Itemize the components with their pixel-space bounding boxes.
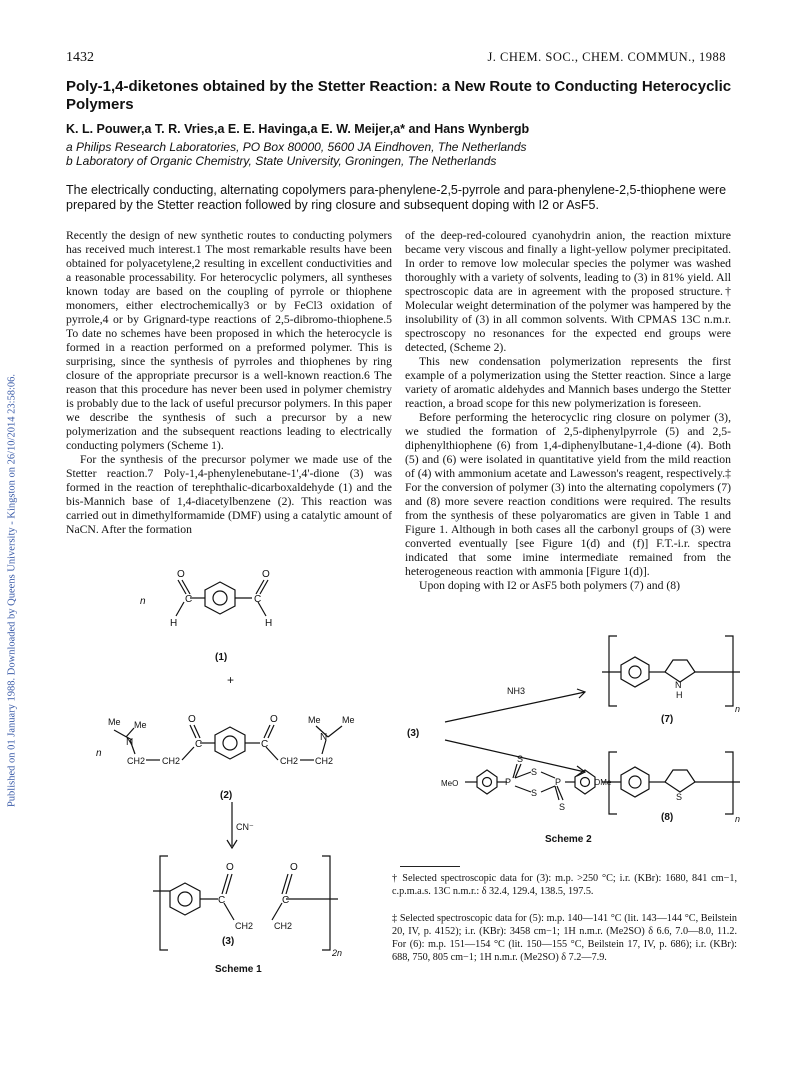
ch2-group: CH2 (235, 921, 254, 931)
ch2-group: CH2 (127, 756, 146, 766)
atom-carbon: C (185, 594, 193, 605)
atom-nitrogen: N (126, 737, 134, 748)
ch2-group: CH2 (162, 756, 181, 766)
ch2-group: CH2 (315, 756, 334, 766)
journal-header: J. CHEM. SOC., CHEM. COMMUN., 1988 (487, 50, 726, 64)
atom-sulfur: S (531, 767, 538, 777)
benzene-ring (215, 727, 245, 759)
benzene-ring (170, 883, 200, 915)
benzene-ring (621, 657, 649, 687)
methyl-label: Me (108, 717, 121, 727)
ch2-group: CH2 (280, 756, 299, 766)
paragraph: This new condensation polymerization represents the first example of a polymerization using the Stetter reaction. Since a large variety of aromatic aldehydes and Mannich bases undergo the Stetter reaction, a broad scope for this new polymerization is foreseen. (405, 355, 731, 410)
n-subscript: 2n (332, 948, 343, 958)
methyl-label: Me (308, 715, 321, 725)
atom-oxygen: O (226, 862, 234, 873)
atom-sulfur: S (676, 792, 683, 802)
body-column-right (405, 229, 731, 593)
scheme-1-caption: Scheme 1 (215, 964, 262, 975)
methyl-label: Me (342, 715, 355, 725)
thiophene-ring (665, 770, 695, 792)
atom-carbon: C (282, 895, 290, 906)
methyl-label: Me (134, 720, 147, 730)
paragraph: of the deep-red-coloured cyanohydrin anion, the reaction mixture became very viscous and finally a light-yellow polymer precipitated. In order to remove low molecular species the polymer was washed thoroughly with a variety of solvents, leading to (3) in 81% yield. All spectroscopic data are in agreement with the proposed structure.† Molecular weight determination of the polymer was hampered by the insolubility of (3) in all common solvents. With CPMAS 13C n.m.r. spectroscopy no resonances for the expected end groups were detected, (Scheme 2). (405, 229, 731, 354)
label-compound-8: (8) (661, 812, 674, 823)
publication-note: Published on 01 January 1988. Downloaded by Queens University - Kingston on 26/10/2014 23:58:06. (6, 373, 18, 808)
paragraph: For the synthesis of the precursor polymer we made use of the Stetter reaction.7 Poly-1,4-phenylenebutane-1',4'-dione (3) was formed in the reaction of terephthalic-dicarboxaldehyde (1) and the bis-Mannich base of 1,4-diacetylbenzene (2). This reaction was carried out in dimethylformamide (DMF) using a catalytic amount of NaCN. After the formation (66, 453, 392, 536)
footnote-double-dagger: ‡ Selected spectroscopic data for (5): m.p. 140—141 °C (lit. 143—144 °C, Beilstein 20, IV, p. 4152); i.r. (KBr): 3458 cm−1; 1H n.m.r. (Me2SO) δ 6.6, 7.0—8.0, 11.2. For (6): m.p. 151—154 °C (lit. 150—155 °C, Beilstein 17, IV, p. 686); i.r. (KBr): 688, 750, 805 cm−1; 1H n.m.r. (Me2SO) δ 7.2—7.9. (392, 913, 737, 963)
plus-sign: + (227, 673, 235, 687)
n-subscript: n (735, 704, 740, 714)
label-compound-3-start: (3) (407, 728, 420, 739)
methoxy-label: OMe (594, 778, 612, 787)
methoxy-label: MeO (441, 779, 459, 788)
paragraph: Upon doping with I2 or AsF5 both polymers (7) and (8) (419, 579, 680, 592)
atom-hydrogen: H (265, 618, 273, 629)
reagent-ammonia: NH3 (507, 686, 526, 696)
abstract: The electrically conducting, alternating copolymers para-phenylene-2,5-pyrrole and para-phenylene-2,5-thiophene were prepared by the Stetter reaction followed by ring closure and subsequent doping with I2 or AsF5. (66, 183, 727, 212)
ch2-group: CH2 (274, 921, 293, 931)
n-subscript: n (735, 814, 740, 824)
atom-oxygen: O (262, 569, 270, 580)
scheme-2-caption: Scheme 2 (545, 834, 592, 845)
label-compound-7: (7) (661, 714, 674, 725)
body-column-left (66, 229, 392, 537)
footnote-dagger: † Selected spectroscopic data for (3): m.p. >250 °C; i.r. (KBr): 1680, 841 cm−1, c.p.m.a.s. 13C n.m.r.: δ 32.4, 129.4, 138.5, 197.5. (392, 873, 737, 897)
aromatic-circle (213, 591, 227, 605)
atom-oxygen: O (177, 569, 185, 580)
page-number: 1432 (66, 50, 94, 65)
atom-carbon: C (218, 895, 226, 906)
affiliation-a: a Philips Research Laboratories, PO Box 80000, 5600 JA Eindhoven, The Netherlands (66, 140, 527, 154)
atom-phosphorus: P (505, 777, 512, 787)
label-compound-2: (2) (220, 790, 233, 801)
scheme-2-diagram (395, 632, 740, 852)
atom-carbon: C (195, 739, 203, 750)
footnote-divider (400, 866, 460, 867)
scheme-1-diagram (60, 560, 390, 980)
atom-oxygen: O (290, 862, 298, 873)
paragraph: Before performing the heterocyclic ring closure on polymer (3), we studied the formation of 2,5-diphenylpyrrole (5) and 2,5-diphenylthiophene (6) from 1,4-diphenylbutane-1,4-dione (4). Both (5) and (6) were isolated in quantitative yield from the mild reaction of (4) with ammonium acetate and Lawesson's reagent, respectively.‡ For the conversion of polymer (3) into the alternating copolymers (7) and (8) more severe reaction conditions were required. The results from the synthesis of these polyaromatics are given in Table 1 and Figure 1. Although in both cases all the carbonyl groups of (3) were converted eventually [see Figure 1(d) and (f)] F.T.-i.r. spectra indicated that some imine intermediate remained from the heterogeneous reaction with ammonia [Figure 1(d)]. (405, 411, 731, 578)
reagent-cyanide: CN⁻ (236, 822, 254, 832)
atom-carbon: C (261, 739, 269, 750)
atom-oxygen: O (270, 714, 278, 725)
benzene-ring (621, 767, 649, 797)
authors: K. L. Pouwer,a T. R. Vries,a E. E. Havinga,a E. W. Meijer,a* and Hans Wynbergb (66, 122, 530, 136)
label-compound-3: (3) (222, 936, 235, 947)
atom-carbon: C (254, 594, 262, 605)
atom-sulfur: S (559, 802, 566, 812)
label-compound-1: (1) (215, 652, 228, 663)
atom-nitrogen: N (320, 732, 328, 743)
atom-sulfur: S (517, 754, 524, 764)
article-title: Poly-1,4-diketones obtained by the Stetter Reaction: a New Route to Conducting Heterocyclic Polymers (66, 78, 732, 113)
n-subscript: n (140, 596, 146, 607)
n-subscript: n (96, 748, 102, 759)
pyrrole-ring (665, 660, 695, 682)
atom-nitrogen: N (675, 680, 682, 690)
atom-oxygen: O (188, 714, 196, 725)
atom-hydrogen: H (170, 618, 178, 629)
atom-sulfur: S (531, 788, 538, 798)
benzene-ring (205, 582, 235, 614)
atom-hydrogen: H (676, 690, 683, 700)
paragraph: Recently the design of new synthetic routes to conducting polymers has received much interest.1 The most remarkable results have been obtained for polyacetylene,2 resulting in excellent conductivities and a reasonable processability. For heterocyclic polymers, all syntheses known today are based on the coupling of pyrrole or thiophene monomers, either electrochemically3 or by FeCl3 oxidation of pyrrole,4 or by Grignard-type reactions of 2,5-dibromo-thiophene.5 To date no schemes have been proposed in which the heterocycle is formed in a reaction performed on a preformed polymer. This is surprising, since the synthesis of pyrroles and thiophenes by ring closure of the appropriate precursor is a well-known reaction.6 The reason that this procedure has never been used in polymer chemistry is probably due to the lack of useful precursor polymers. In this paper we describe the synthesis of such a precursor by a new polymerization and the subsequent reactions leading to electrically conducting polymers (Scheme 1). (66, 229, 392, 452)
atom-phosphorus: P (555, 777, 562, 787)
affiliation-b: b Laboratory of Organic Chemistry, State University, Groningen, The Netherlands (66, 154, 497, 168)
